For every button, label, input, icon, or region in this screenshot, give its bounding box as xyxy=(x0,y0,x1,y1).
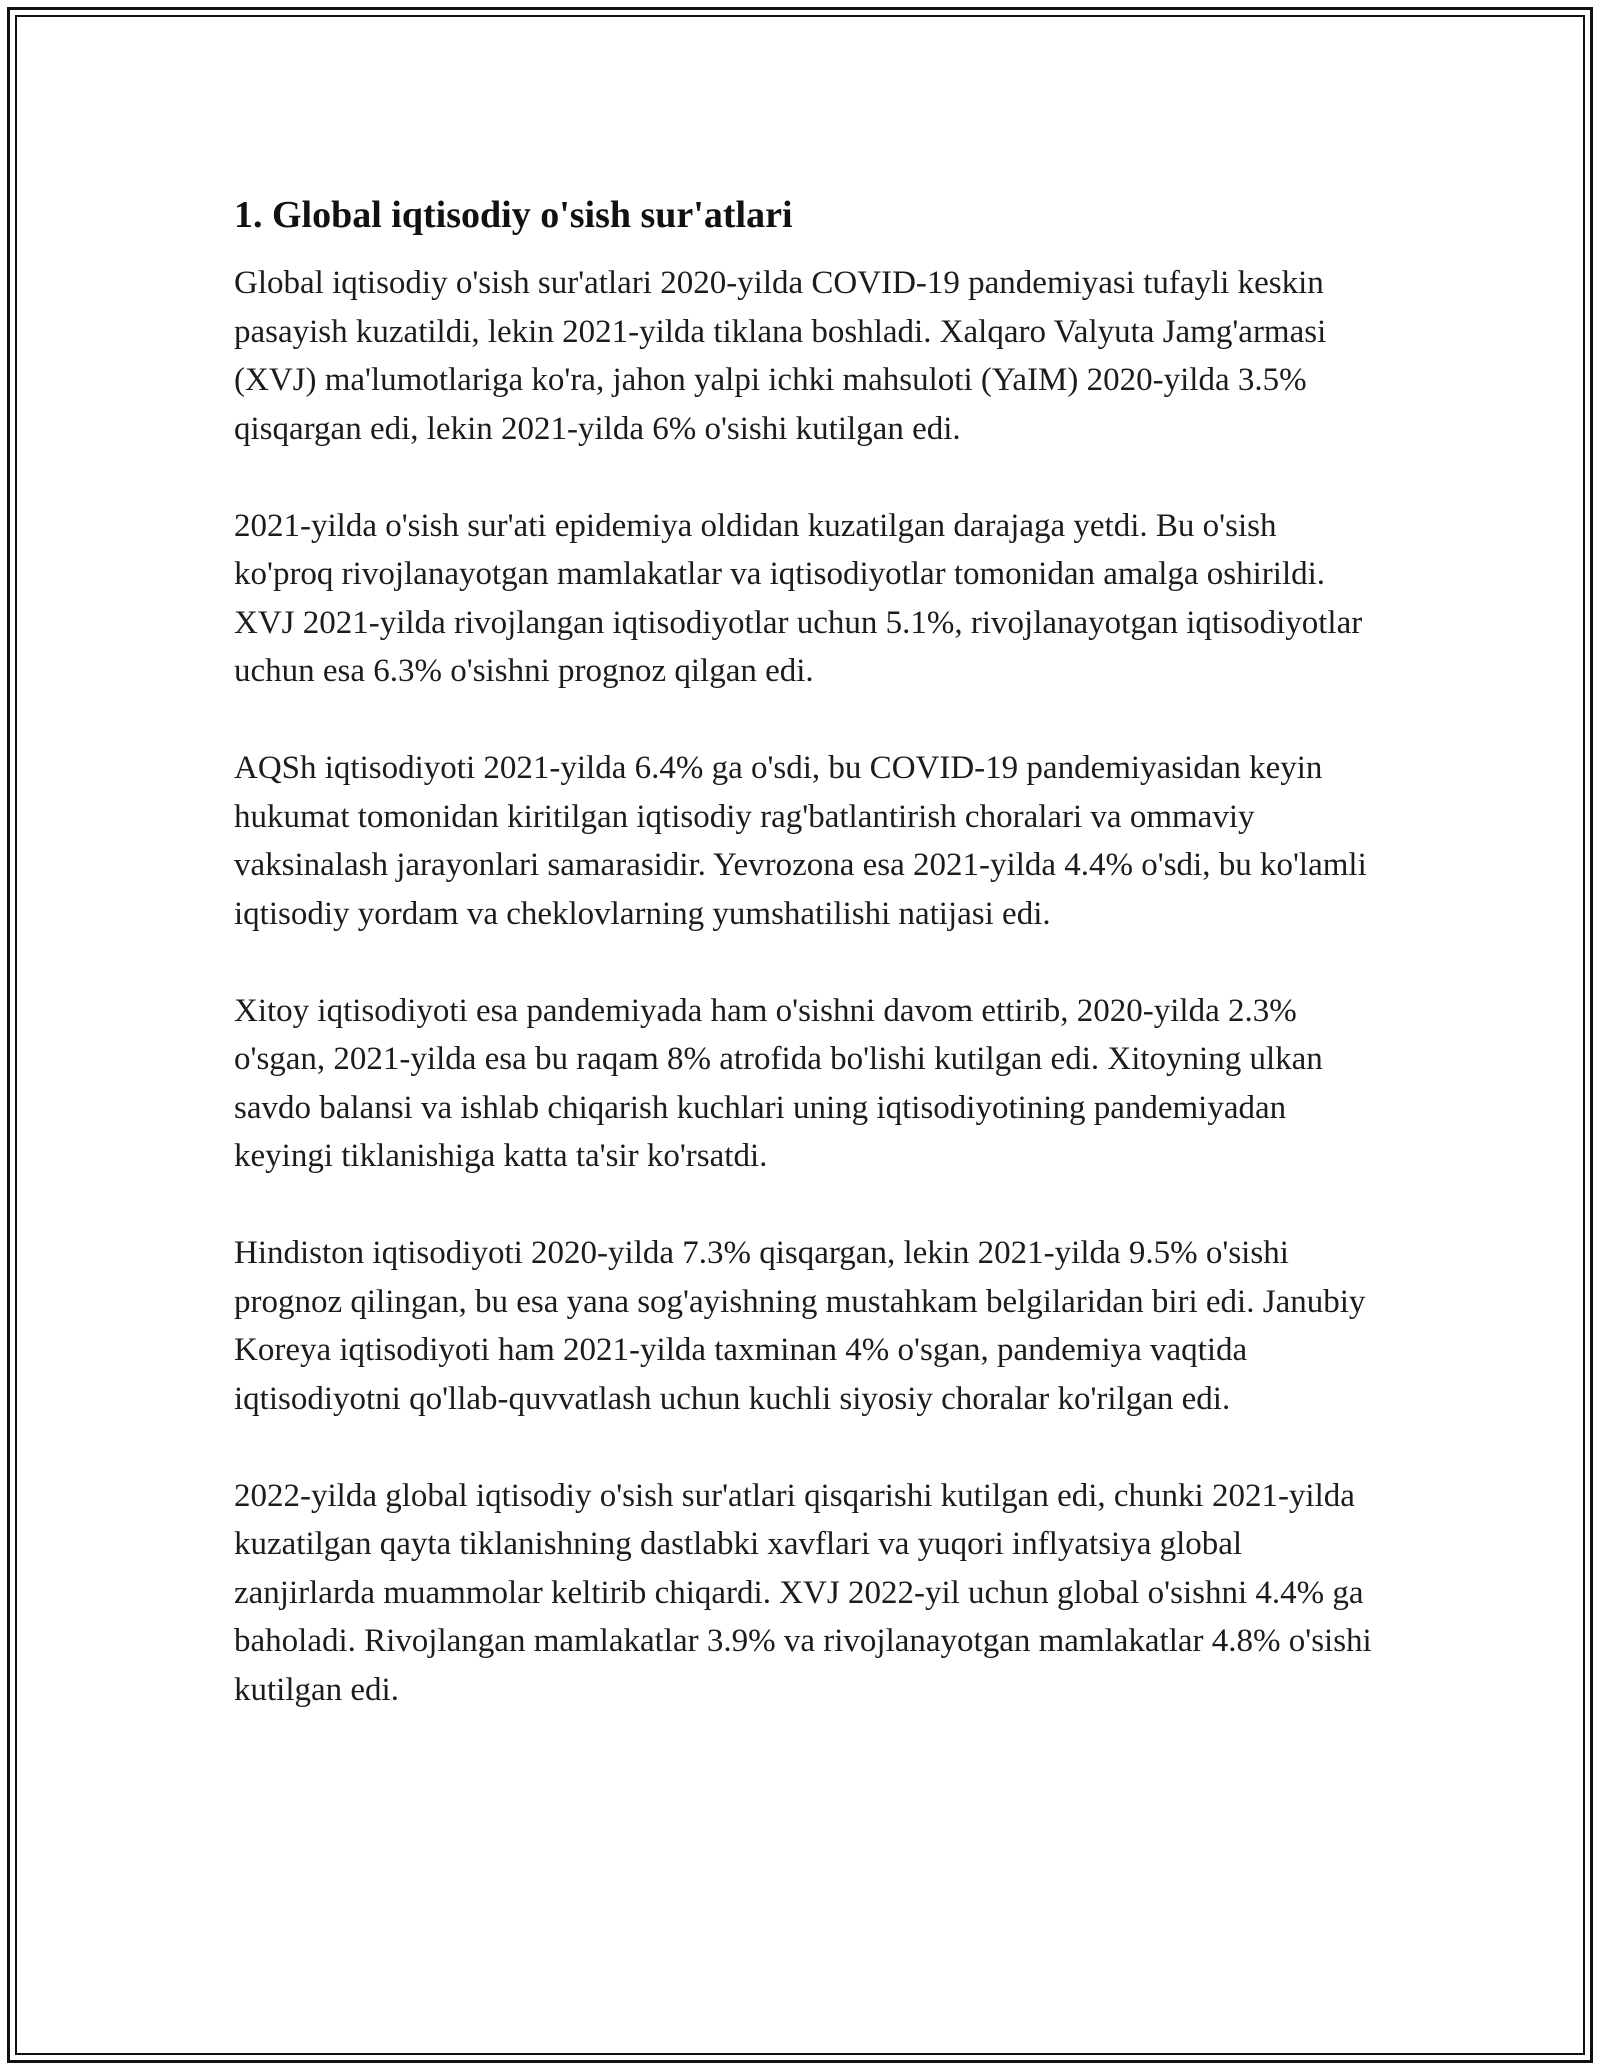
paragraph-1: Global iqtisodiy o'sish sur'atlari 2020-yilda COVID-19 pandemiyasi tufayli keskin pasayish kuzatildi, lekin 2021-yilda tiklana boshladi. Xalqaro Valyuta Jamg'armasi (XVJ) ma'lumotlariga ko'ra, jahon yalpi ichki mahsuloti (YaIM) 2020-yilda 3.5% qisqargan edi, lekin 2021-yilda 6% o'sishi kutilgan edi. xyxy=(234,265,1327,447)
paragraph-5: Hindiston iqtisodiyoti 2020-yilda 7.3% qisqargan, lekin 2021-yilda 9.5% o'sishi prognoz qilingan, bu esa yana sog'ayishning mustahkam belgilaridan biri edi. Janubiy Koreya iqtisodiyoti ham 2021-yilda taxminan 4% o'sgan, pandemiya vaqtida iqtisodiyotni qo'llab-quvvatlash uchun kuchli siyosiy choralar ko'rilgan edi. xyxy=(234,1235,1366,1417)
section-heading: 1. Global iqtisodiy o'sish sur'atlari xyxy=(234,194,793,236)
paragraph-4: Xitoy iqtisodiyoti esa pandemiyada ham o'sishni davom ettirib, 2020-yilda 2.3% o'sgan, 2021-yilda esa bu raqam 8% atrofida bo'lishi kutilgan edi. Xitoyning ulkan savdo balansi va ishlab chiqarish kuchlari uning iqtisodiyotining pandemiyadan keyingi tiklanishiga katta ta'sir ko'rsatdi. xyxy=(234,992,1323,1174)
paragraph-2: 2021-yilda o'sish sur'ati epidemiya oldidan kuzatilgan darajaga yetdi. Bu o'sish ko'proq rivojlanayotgan mamlakatlar va iqtisodiyotlar tomonidan amalga oshirildi. XVJ 2021-yilda rivojlangan iqtisodiyotlar uchun 5.1%, rivojlanayotgan iqtisodiyotlar uchun esa 6.3% o'sishni prognoz qilgan edi. xyxy=(234,507,1363,689)
paragraph-3: AQSh iqtisodiyoti 2021-yilda 6.4% ga o'sdi, bu COVID-19 pandemiyasidan keyin hukumat tomonidan kiritilgan iqtisodiy rag'batlantirish choralari va ommaviy vaksinalash jarayonlari samarasidir. Yevrozona esa 2021-yilda 4.4% o'sdi, bu ko'lamli iqtisodiy yordam va cheklovlarning yumshatilishi natijasi edi. xyxy=(234,750,1367,932)
paragraph-6: 2022-yilda global iqtisodiy o'sish sur'atlari qisqarishi kutilgan edi, chunki 2021-yilda kuzatilgan qayta tiklanishning dastlabki xavflari va yuqori inflyatsiya global zanjirlarda muammolar keltirib chiqardi. XVJ 2022-yil uchun global o'sishni 4.4% ga baholadi. Rivojlangan mamlakatlar 3.9% va rivojlanayotgan mamlakatlar 4.8% o'sishi kutilgan edi. xyxy=(234,1477,1372,1708)
document-body xyxy=(234,185,1384,1714)
